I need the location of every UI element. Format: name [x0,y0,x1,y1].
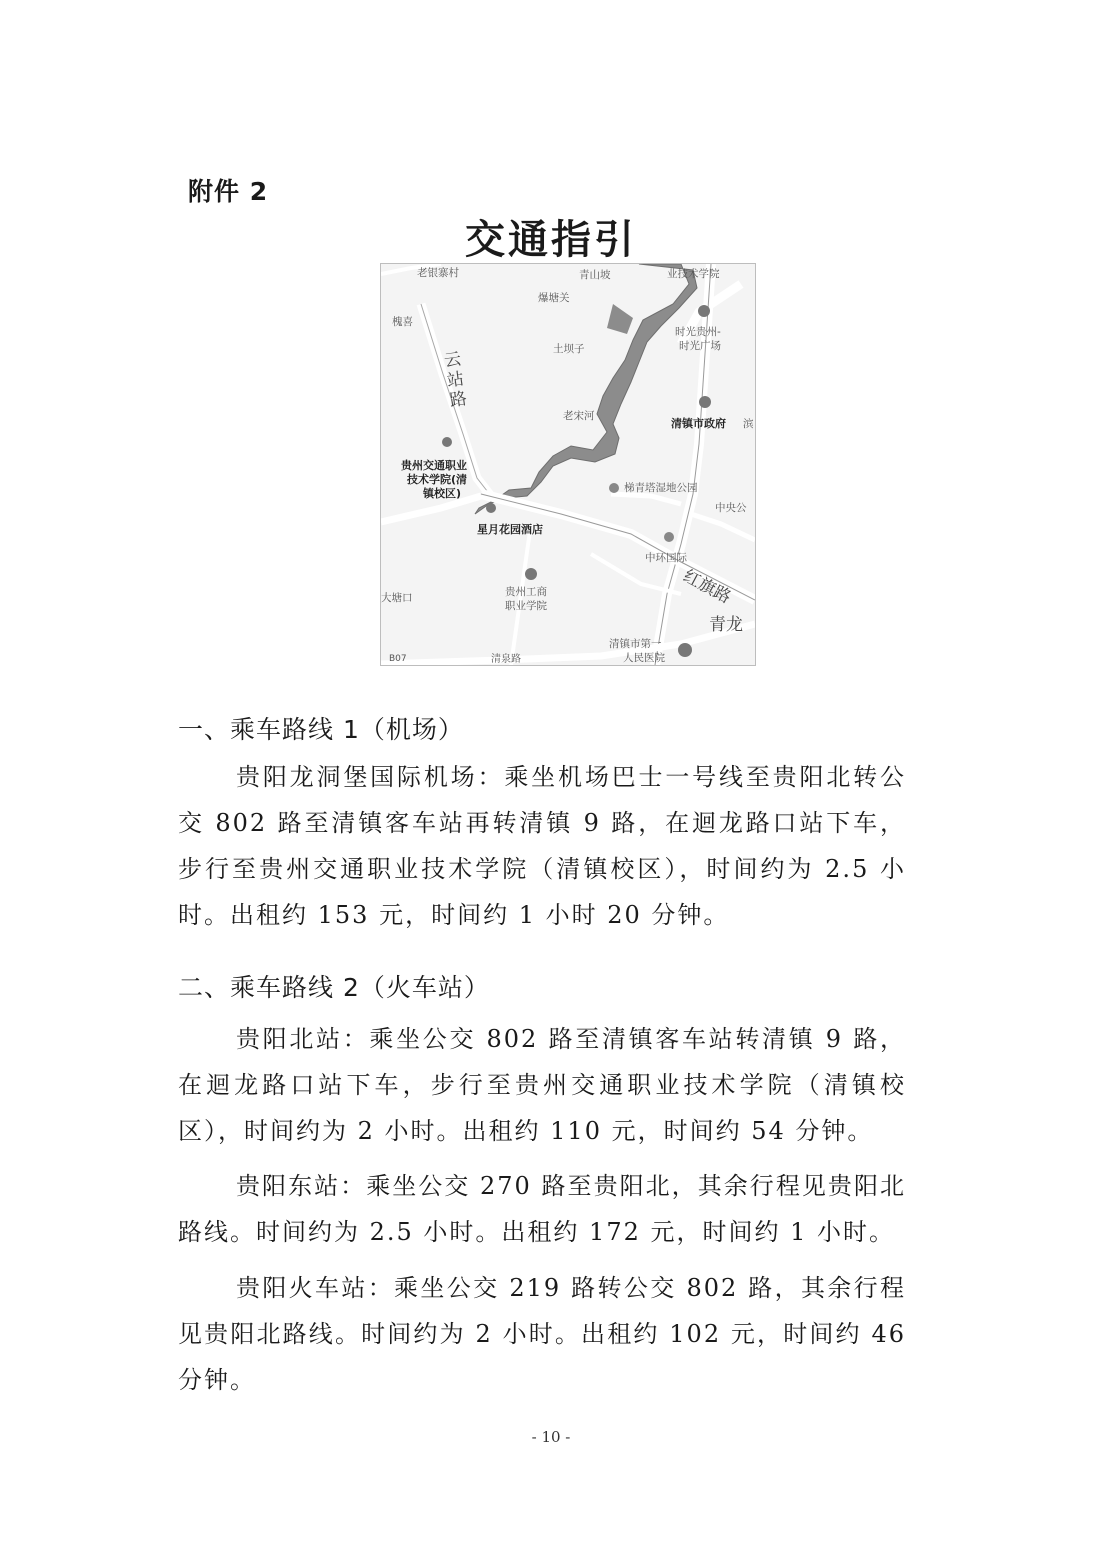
poi-marker-hospital [678,643,692,657]
road-minor-2 [691,514,755,540]
road-bottom [381,624,755,664]
poi-marker-time-square [698,305,710,317]
poi-marker-government [699,396,711,408]
reservoir-shape [475,264,697,514]
map-label-laochengzhai: 老银寨村 [417,267,459,279]
map-label-zhongyang: 中央公 [715,502,747,514]
paragraph-guiyang-north: 贵阳北站：乘坐公交 802 路至清镇客车站转清镇 9 路，在迴龙路口站下车，步行至贵州交通职业技术学院（清镇校区），时间约为 2 小时。出租约 110 元，时间约 54 分钟。 [178,1025,906,1145]
map-label-gongshang-1: 贵州工商 [505,586,547,598]
section-heading-route-1: 一、乘车路线 1（机场） [178,715,464,744]
map-label-road-b07: B07 [389,654,407,664]
map-label-shiguang-2: 时光广场 [679,340,721,352]
map-label-kuaixi: 槐喜 [392,316,413,328]
map-label-laosonghe: 老宋河 [563,410,595,422]
reservoir-bay [607,304,633,334]
map-label-hospital-1: 清镇市第一 [609,638,662,650]
poi-marker-hotel [486,503,496,513]
map-label-tubazi: 土坝子 [553,343,585,355]
paragraph-guiyang-east: 贵阳东站：乘坐公交 270 路至贵阳北，其余行程见贵阳北路线。时间约为 2.5 小时。出租约 172 元，时间约 1 小时。 [178,1172,906,1246]
map-label-hotel: 星月花园酒店 [477,523,543,536]
map-label-government: 清镇市政府 [671,417,726,430]
traffic-map [380,263,756,666]
map-label-baotangguan: 爆塘关 [538,292,570,304]
section-heading-route-2: 二、乘车路线 2（火车站） [178,973,490,1002]
map-label-road-hongqi: 红旗路 [679,566,735,608]
map-label-jiaotong-1: 贵州交通职业 [401,459,467,472]
map-label-government-cut: 滨 [743,418,754,430]
document-title: 交通指引 [465,217,637,263]
map-label-zhonghuan: 中环国际 [645,552,687,564]
poi-marker-zhonghuan [664,532,674,542]
poi-marker-school [442,437,452,447]
map-label-gongshang-2: 职业学院 [505,600,547,612]
road-minor-1 [611,494,681,504]
map-label-road-yunzhan: 云站路 [442,349,469,412]
paragraph-guiyang-station: 贵阳火车站：乘坐公交 219 路转公交 802 路，其余行程见贵阳北路线。时间约为 2 小时。出租约 102 元，时间约 46 分钟。 [178,1274,906,1394]
map-label-shiguang-1: 时光贵州- [675,326,721,338]
map-label-road-bottom: 清泉路 [491,654,521,665]
map-label-jiaotong-3: 镇校区) [423,487,462,500]
map-label-hospital-2: 人民医院 [623,652,665,664]
paragraph-airport: 贵阳龙洞堡国际机场：乘坐机场巴士一号线至贵阳北转公交 802 路至清镇客车站再转清镇 9 路，在迴龙路口站下车，步行至贵州交通职业技术学院（清镇校区），时间约为 2.5 小时。出租约 153 元，时间约 1 小时 20 分钟。 [178,763,906,929]
page-number: - 10 - [531,1428,571,1446]
map-label-qingshanpo: 青山坡 [579,269,611,281]
map-label-school-top: 业技术学院 [667,268,720,280]
poi-marker-wetland [609,483,619,493]
map-label-road-qinglong: 青龙 [709,615,743,635]
poi-marker-gongshang [525,568,537,580]
map-label-wetland: 梯青塔湿地公园 [624,482,698,494]
map-label-jiaotong-2: 技术学院(清 [407,473,468,486]
attachment-label: 附件 2 [188,177,269,206]
map-label-dadangkou: 大塘口 [381,592,413,604]
